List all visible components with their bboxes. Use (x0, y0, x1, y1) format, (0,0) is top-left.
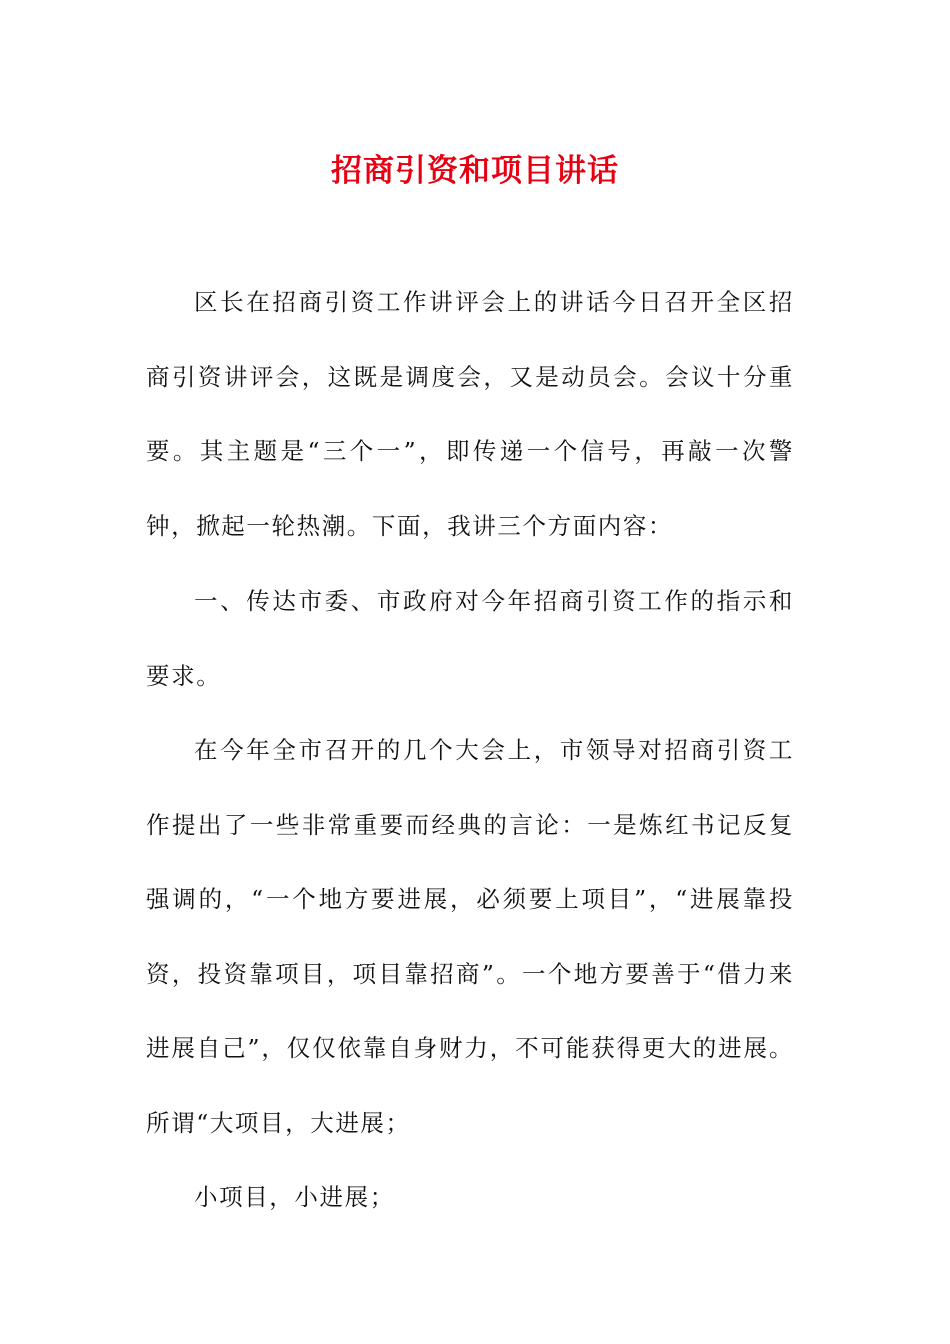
paragraph-continuation: 小项目，小进展； (194, 1183, 395, 1211)
paragraph-body: 在今年全市召开的几个大会上，市领导对招商引资工作提出了一些非常重要而经典的言论：一是炼红书记反复强调的，“一个地方要进展，必须要上项目”，“进展靠投资，投资靠项目，项目靠招商”。一个地方要善于“借力来进展自己”，仅仅依靠自身财力，不可能获得更大的进展。所谓“大项目，大进展； (146, 736, 794, 1137)
document-title: 招商引资和项目讲话 (331, 153, 619, 189)
paragraph-section-heading: 一、传达市委、市政府对今年招商引资工作的指示和要求。 (146, 587, 794, 690)
paragraph-intro: 区长在招商引资工作讲评会上的讲话今日召开全区招商引资讲评会，这既是调度会，又是动员会。会议十分重要。其主题是“三个一”，即传递一个信号，再敲一次警钟，掀起一轮热潮。下面，我讲三个方面内容： (146, 288, 794, 540)
